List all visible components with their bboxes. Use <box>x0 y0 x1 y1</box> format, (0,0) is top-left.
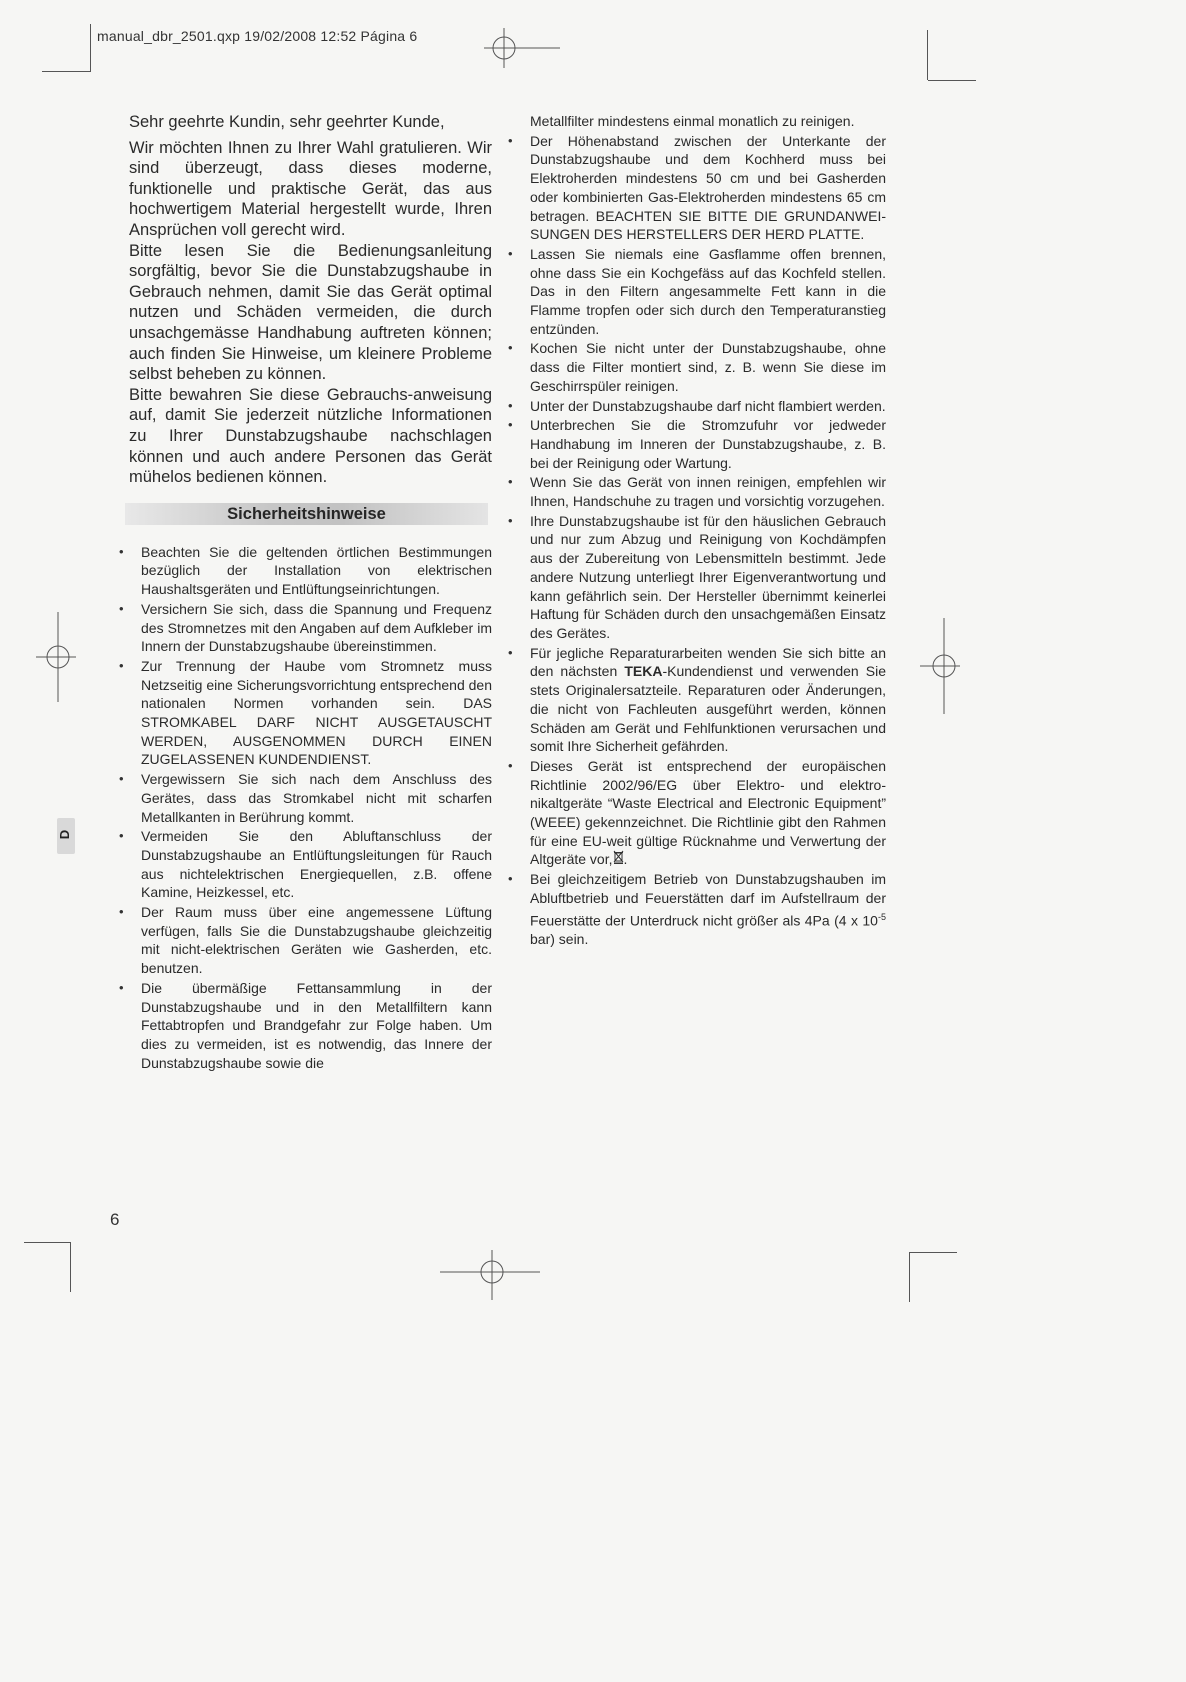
pressure-end: bar) sein. <box>530 930 589 947</box>
language-tab-label: D <box>57 829 73 840</box>
registration-mark-icon <box>920 618 960 714</box>
crop-mark <box>927 30 928 80</box>
crossed-bin-icon <box>613 850 624 864</box>
registration-mark-icon <box>484 28 560 68</box>
list-item-weee <box>530 757 886 869</box>
teka-text-before: Für jegliche Reparaturarbeiten wenden Sie sich bitte an den nächsten <box>530 644 886 680</box>
crop-mark <box>928 80 976 81</box>
list-item: • Zur Trennung der Haube vom Stromnetz muss Netzseitig eine Sicherungsvorrichtung entsprechend den nationalen Normen vorhanden sein. DAS STROMKABEL DARF NICHT AUSGETAUSCHT WERDEN, AUSGENOMMEN DURCH EINEN ZUGELASSENEN KUNDENDIENST. <box>125 657 492 769</box>
list-item: • Vermeiden Sie den Abluftanschluss der Dunstabzugshaube an Entlüftungsleitungen für Rauch aus nichtelektrischen Energiequellen, z.B. offene Kamine, Heizkessel, etc. <box>125 827 492 902</box>
right-column <box>530 112 886 950</box>
list-item: • Vergewissern Sie sich nach dem Anschluss des Gerätes, dass das Stromkabel nicht mit scharfen Metallkanten in Berührung kommt. <box>125 770 492 826</box>
intro-paragraph: Bitte lesen Sie die Bedienungsanleitung sorgfältig, bevor Sie die Dunstabzugshaube in Gebrauch nehmen, damit Sie das Gerät optimal nutzen und Schäden vermeiden, die durch unsachgemässe Handhabung auftreten können; auch finden Sie Hinweise, um kleinere Probleme selbst beheben zu können. <box>129 241 492 384</box>
teka-brand: TEKA <box>624 663 663 680</box>
registration-mark-icon <box>36 612 76 702</box>
list-item: • Unterbrechen Sie die Stromzufuhr vor jedweder Handhabung im Inneren der Dunstabzugshaube, z. B. bei der Reinigung oder Wartung. <box>530 416 886 472</box>
list-item: • Lassen Sie niemals eine Gasflamme offen brennen, ohne dass Sie ein Kochgefäss auf das Kochfeld stellen. Das in den Filtern angesammelte Fett kann in die Flamme tropfen oder sich durch den Temperaturanstieg entzünden. <box>530 245 886 339</box>
list-item: • Versichern Sie sich, dass die Spannung und Frequenz des Stromnetzes mit den Angaben auf dem Aufkleber im Innern der Dunstabzugshaube übereinstimmen. <box>125 600 492 656</box>
list-item: • Die übermäßige Fettansammlung in der Dunstabzugshaube und in den Metallfiltern kann Fettabtropfen und Brandgefahr zur Folge haben. Um dies zu vermeiden, ist es notwendig, das Innere der Dunstabzugshaube sowie die <box>125 979 492 1073</box>
crop-mark <box>42 71 90 72</box>
teka-text-after: -Kundendienst und verwenden Sie stets Originalersatzteile. Reparaturen oder Änderungen, die nicht von Fachleuten ausgeführt werden, können Schäden am Gerät und Fehlfunktionen verursachen und somit Ihre Sicherheit gefährden. <box>530 663 886 755</box>
crop-mark <box>90 24 91 72</box>
crop-mark <box>909 1252 957 1253</box>
print-header: manual_dbr_2501.qxp 19/02/2008 12:52 Página 6 <box>97 28 418 44</box>
left-column <box>129 112 492 1073</box>
crop-mark <box>909 1252 910 1302</box>
safety-list-left <box>129 543 492 1073</box>
intro-paragraph: Wir möchten Ihnen zu Ihrer Wahl gratulieren. Wir sind überzeugt, dass dieses moderne, funktionelle und praktische Gerät, das aus hochwertigem Material hergestellt wurde, Ihren Ansprüchen voll gerecht wird. <box>129 138 492 239</box>
continued-text: Metallfilter mindestens einmal monatlich zu reinigen. <box>530 113 855 129</box>
crop-mark <box>24 1242 70 1243</box>
page-number: 6 <box>110 1210 120 1229</box>
pressure-text: Bei gleichzeitigem Betrieb von Dunstabzugshauben im Abluftbetrieb und Feuerstätten darf im Aufstellraum der Feuerstätte der Unterdruck nicht größer als 4Pa (4 x 10 <box>530 871 886 929</box>
list-item-pressure <box>530 870 886 948</box>
language-tab <box>57 818 75 854</box>
intro-text <box>129 112 492 488</box>
salutation: Sehr geehrte Kundin, sehr geehrter Kunde, <box>129 113 445 131</box>
list-item: • Wenn Sie das Gerät von innen reinigen, empfehlen wir Ihnen, Handschuhe zu tragen und vorsichtig vorzugehen. <box>530 473 886 510</box>
list-item-teka <box>530 644 886 756</box>
list-item: • Der Raum muss über eine angemessene Lüftung verfügen, falls Sie die Dunstabzugshaube gleichzeitig mit nicht-elektrischen Geräten wie Gasherden, etc. benutzen. <box>125 903 492 978</box>
list-item: • Kochen Sie nicht unter der Dunstabzugshaube, ohne dass die Filter montiert sind, z. B. wenn Sie diese im Geschirrspüler reinigen. <box>530 339 886 395</box>
pressure-exponent: -5 <box>877 911 886 922</box>
list-item: • Beachten Sie die geltenden örtlichen Bestimmungen bezüglich der Installation von elektrischen Haushaltsgeräten und Entlüftungseinrichtungen. <box>125 543 492 599</box>
crop-mark <box>70 1242 71 1292</box>
intro-paragraph: Bitte bewahren Sie diese Gebrauchs-anweisung auf, damit Sie jederzeit nützliche Informationen zu Ihrer Dunstabzugshaube nachschlagen können und auch andere Personen das Gerät mühelos bedienen können. <box>129 385 492 487</box>
registration-mark-icon <box>440 1250 540 1300</box>
weee-text: Dieses Gerät ist entsprechend der europäischen Richtlinie 2002/96/EG über Elektro- und elektro-nikaltgeräte “Waste Electrical and Electronic Equipment” (WEEE) gekennzeichnet. Die Richtlinie gibt den Rahmen für eine EU-weit gültige Rücknahme und Verwertung der Altgeräte vor, <box>530 757 886 868</box>
safety-list-right <box>530 132 886 949</box>
weee-end: . <box>623 851 628 868</box>
list-item: • Unter der Dunstabzugshaube darf nicht flambiert werden. <box>530 397 886 416</box>
list-item: • Ihre Dunstabzugshaube ist für den häuslichen Gebrauch und nur zum Abzug und Reinigung von Kochdämpfen aus der Zubereitung von Lebensmitteln bestimmt. Jede andere Nutzung unterliegt Ihrer Eigenverantwortung und kann gefährlich sein. Der Hersteller übernimmt keinerlei Haftung für Schäden durch den unsachgemäßen Einsatz des Gerätes. <box>530 512 886 643</box>
section-heading: Sicherheitshinweise <box>125 503 488 525</box>
list-item: • Der Höhenabstand zwischen der Unterkante der Dunstabzugshaube und dem Kochherd muss bei Elektroherden mindestens 50 cm und bei Gasherden oder kombinierten Gas-Elektroherden mindestens 65 cm betragen. BEACHTEN SIE BITTE DIE GRUNDANWEI-SUNGEN DES HERSTELLERS DER HERD PLATTE. <box>530 132 886 244</box>
